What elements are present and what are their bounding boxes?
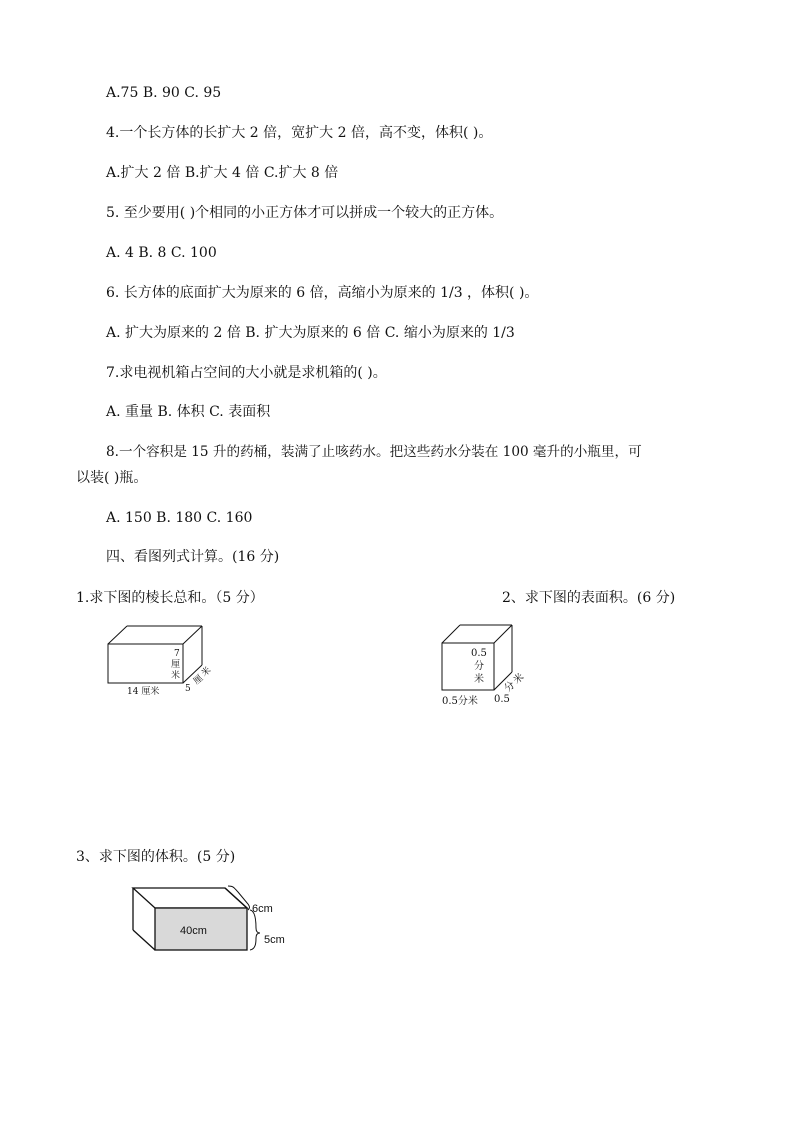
q3-options: A.75 B. 90 C. 95 [106, 85, 222, 101]
figure-cuboid-edges [100, 622, 230, 702]
height-label: 5cm [264, 934, 285, 946]
depth-label: 6cm [252, 903, 273, 915]
length-label: 14 厘米 [127, 687, 160, 697]
figure-cube-surface [436, 620, 536, 710]
q5-options: A. 4 B. 8 C. 100 [106, 245, 217, 261]
question-5: 5. 至少要用( )个相同的小正方体才可以拼成一个较大的正方体。 [106, 205, 504, 221]
q7-options: A. 重量 B. 体积 C. 表面积 [106, 404, 271, 420]
cube-width-unit-2: 米 [511, 671, 527, 687]
width-unit-1: 厘 [192, 673, 206, 687]
figure-box-volume [130, 880, 300, 960]
cube-height-unit-2: 米 [474, 674, 484, 685]
height-number: 7 [174, 649, 180, 659]
problem-2-title: 2、求下图的表面积。(6 分) [502, 590, 676, 606]
section-4-heading: 四、看图列式计算。(16 分) [106, 549, 280, 565]
cube-width-unit-1: 分 [502, 679, 518, 695]
width-unit-2: 米 [200, 665, 214, 679]
question-7: 7.求电视机箱占空间的大小就是求机箱的( )。 [106, 365, 387, 381]
question-4: 4.一个长方体的长扩大 2 倍，宽扩大 2 倍，高不变，体积( )。 [106, 125, 493, 141]
question-8-line-1: 8.一个容积是 15 升的药桶，装满了止咳药水。把这些药水分装在 100 毫升的小瓶里，可 [106, 444, 642, 460]
question-8-line-2: 以装( )瓶。 [76, 470, 148, 486]
cube-length-label: 0.5分米 [442, 696, 478, 707]
question-6: 6. 长方体的底面扩大为原来的 6 倍，高缩小为原来的 1/3 ，体积( )。 [106, 285, 539, 301]
front-length-label: 40cm [180, 925, 207, 937]
problem-3-title: 3、求下图的体积。(5 分) [76, 849, 236, 865]
cube-width-number: 0.5 [494, 694, 510, 705]
q8-options: A. 150 B. 180 C. 160 [106, 510, 253, 526]
q4-options: A.扩大 2 倍 B.扩大 4 倍 C.扩大 8 倍 [106, 165, 339, 181]
problem-1-title: 1.求下图的棱长总和。（5 分） [76, 590, 264, 606]
height-unit-2: 米 [171, 671, 181, 681]
q6-options: A. 扩大为原来的 2 倍 B. 扩大为原来的 6 倍 C. 缩小为原来的 1/3 [106, 325, 515, 341]
height-unit-1: 厘 [171, 660, 181, 670]
cube-height-unit-1: 分 [474, 661, 484, 672]
cube-height-number: 0.5 [471, 648, 487, 659]
width-number: 5 [185, 684, 191, 694]
